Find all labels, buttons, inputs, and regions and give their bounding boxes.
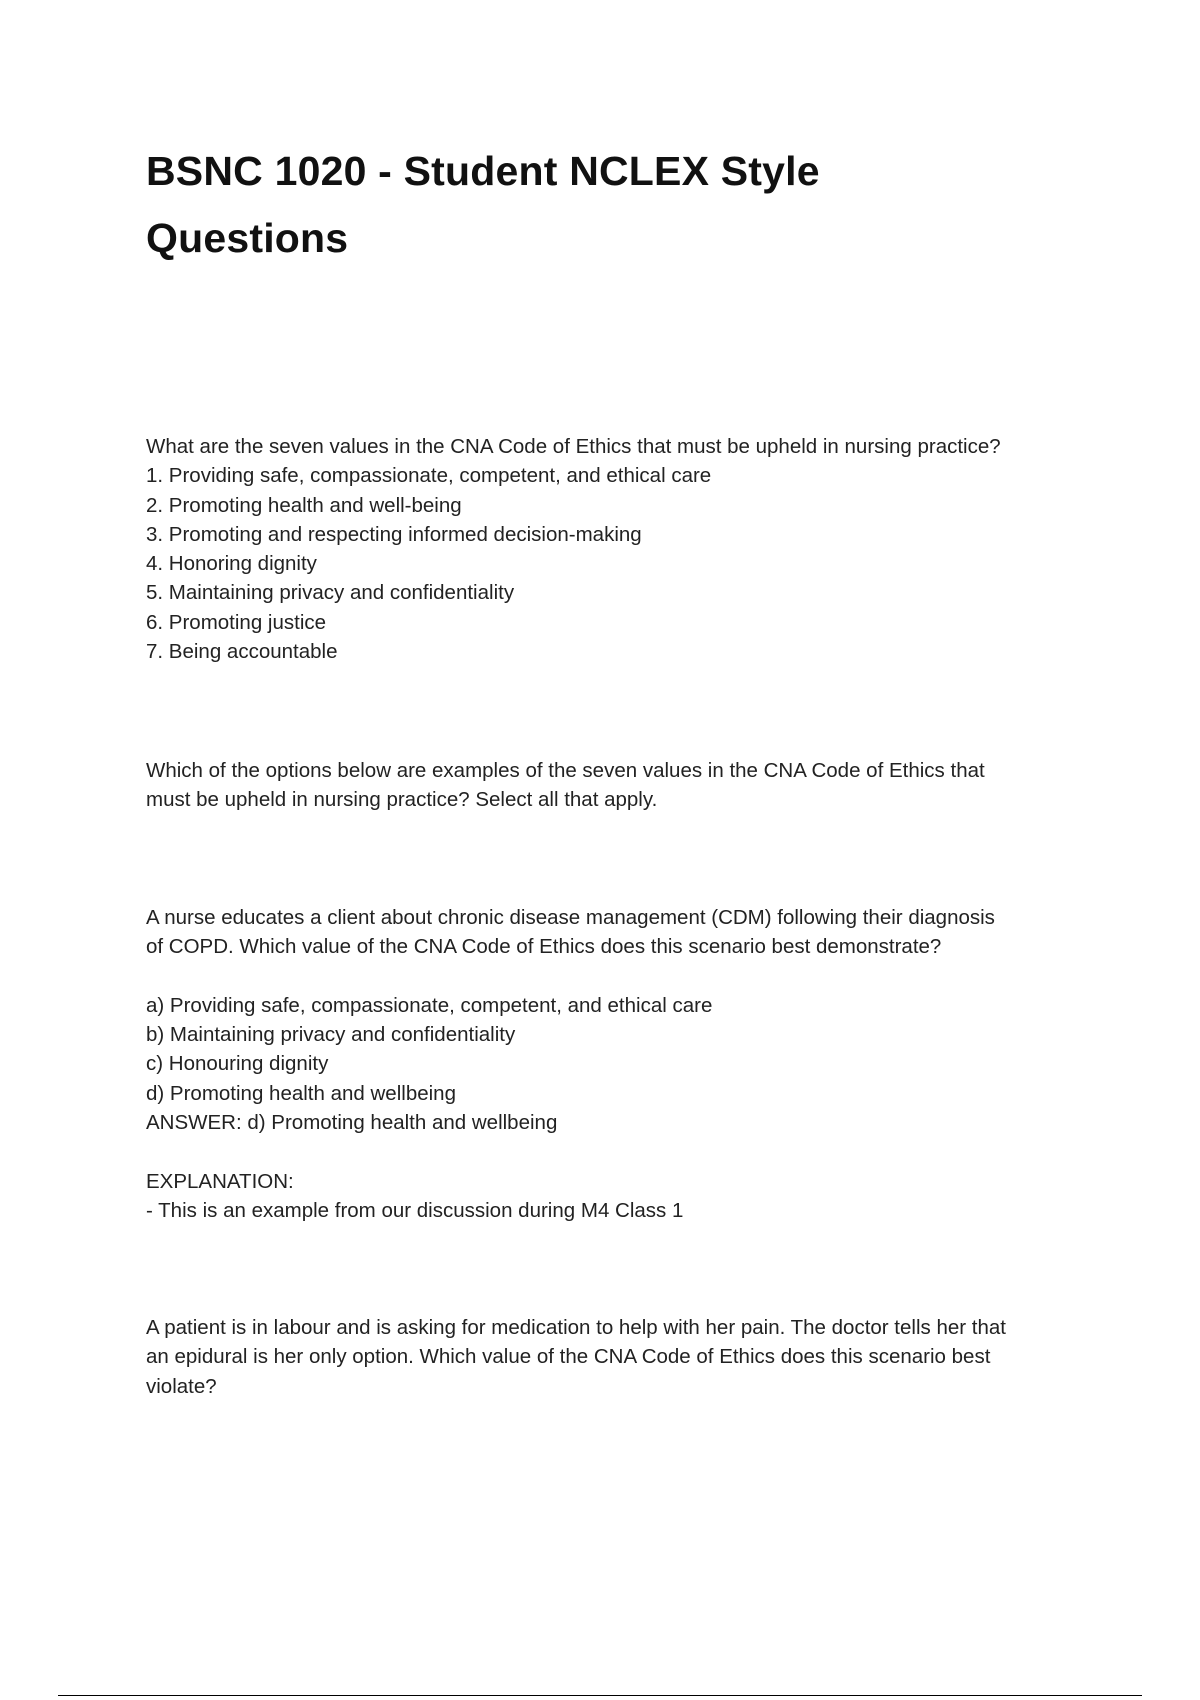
- page-title-line-1: BSNC 1020 - Student NCLEX Style: [146, 148, 820, 194]
- question-3: [146, 903, 1106, 1225]
- answer-line: ANSWER: d) Promoting health and wellbeing: [146, 1111, 558, 1135]
- question-3-prompt-line: A nurse educates a client about chronic disease management (CDM) following their diagnosis: [146, 906, 995, 929]
- list-item: 2. Promoting health and well-being: [146, 493, 462, 517]
- explanation-text: - This is an example from our discussion during M4 Class 1: [146, 1198, 684, 1222]
- explanation-heading: EXPLANATION:: [146, 1169, 294, 1193]
- page-bottom-divider: [58, 1695, 1142, 1696]
- answer-option-d: d) Promoting health and wellbeing: [146, 1081, 456, 1105]
- list-item: 6. Promoting justice: [146, 610, 327, 634]
- question-4-line: an epidural is her only option. Which value of the CNA Code of Ethics does this scenario best: [146, 1345, 991, 1369]
- page-title-line-2: Questions: [146, 215, 349, 261]
- list-item: 7. Being accountable: [146, 640, 338, 664]
- question-2: [146, 756, 1106, 815]
- answer-option-a: a) Providing safe, compassionate, competent, and ethical care: [146, 993, 713, 1017]
- question-2-line: Which of the options below are examples of the seven values in the CNA Code of Ethics that: [146, 759, 985, 782]
- answer-option-b: b) Maintaining privacy and confidentiality: [146, 1023, 516, 1047]
- question-4-line: violate?: [146, 1374, 217, 1398]
- answer-option-c: c) Honouring dignity: [146, 1052, 329, 1076]
- page-title: [146, 138, 820, 272]
- question-2-line: must be upheld in nursing practice? Select all that apply.: [146, 788, 658, 812]
- list-item: 1. Providing safe, compassionate, competent, and ethical care: [146, 464, 712, 488]
- question-3-prompt-line: of COPD. Which value of the CNA Code of Ethics does this scenario best demonstrate?: [146, 935, 942, 959]
- list-item: 5. Maintaining privacy and confidentiality: [146, 581, 515, 605]
- list-item: 3. Promoting and respecting informed decision-making: [146, 522, 642, 546]
- question-1-prompt: What are the seven values in the CNA Code of Ethics that must be upheld in nursing practice?: [146, 435, 1001, 458]
- question-4-line: A patient is in labour and is asking for medication to help with her pain. The doctor tells her that: [146, 1316, 1006, 1339]
- question-1: [146, 432, 1106, 666]
- question-4: [146, 1313, 1106, 1401]
- list-item: 4. Honoring dignity: [146, 552, 317, 576]
